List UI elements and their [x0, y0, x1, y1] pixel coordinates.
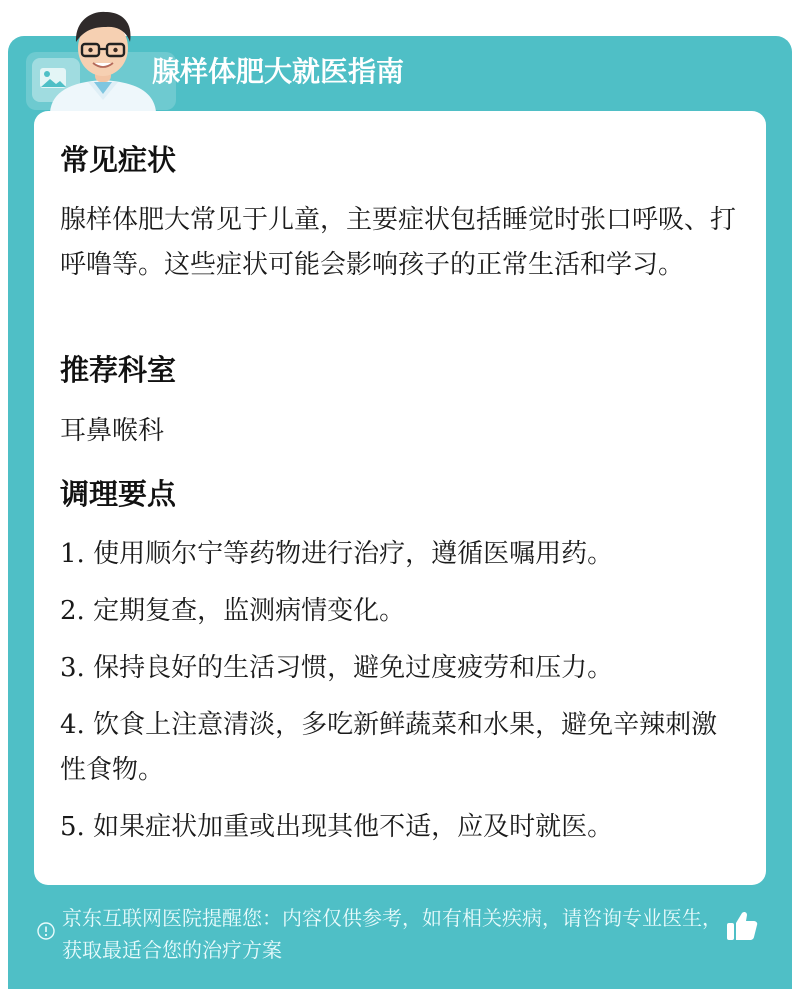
page-title: 腺样体肥大就医指南 [152, 55, 405, 88]
care-item [60, 703, 740, 793]
care-item-number: 3. [60, 653, 85, 683]
care-item [60, 589, 740, 634]
care-item-text: 使用顺尔宁等药物进行治疗，遵循医嘱用药。 [93, 539, 614, 569]
care-item-text: 保持良好的生活习惯，避免过度疲劳和压力。 [93, 653, 614, 683]
care-item-text: 饮食上注意清淡，多吃新鲜蔬菜和水果，避免辛辣刺激性食物。 [60, 710, 718, 785]
department-heading: 推荐科室 [60, 353, 177, 387]
care-item-text: 定期复查，监测病情变化。 [93, 596, 406, 626]
doctor-avatar-icon [48, 8, 158, 112]
care-heading: 调理要点 [60, 477, 177, 511]
care-item-text: 如果症状加重或出现其他不适，应及时就医。 [93, 812, 614, 842]
disclaimer-text: 京东互联网医院提醒您：内容仅供参考，如有相关疾病，请咨询专业医生，获取最适合您的治疗方案 [62, 906, 722, 962]
care-item [60, 805, 740, 850]
info-icon [36, 921, 56, 941]
symptoms-text: 腺样体肥大常见于儿童，主要症状包括睡觉时张口呼吸、打呼噜等。这些症状可能会影响孩子的正常生活和学习。 [60, 205, 737, 280]
symptoms-heading: 常见症状 [60, 143, 177, 177]
care-item [60, 532, 740, 577]
care-item-number: 4. [60, 710, 85, 740]
thumbs-up-icon[interactable] [724, 908, 760, 944]
care-item-number: 2. [60, 596, 85, 626]
care-item [60, 646, 740, 691]
care-item-number: 5. [60, 812, 85, 842]
department-text: 耳鼻喉科 [60, 416, 165, 446]
care-item-number: 1. [60, 539, 85, 569]
